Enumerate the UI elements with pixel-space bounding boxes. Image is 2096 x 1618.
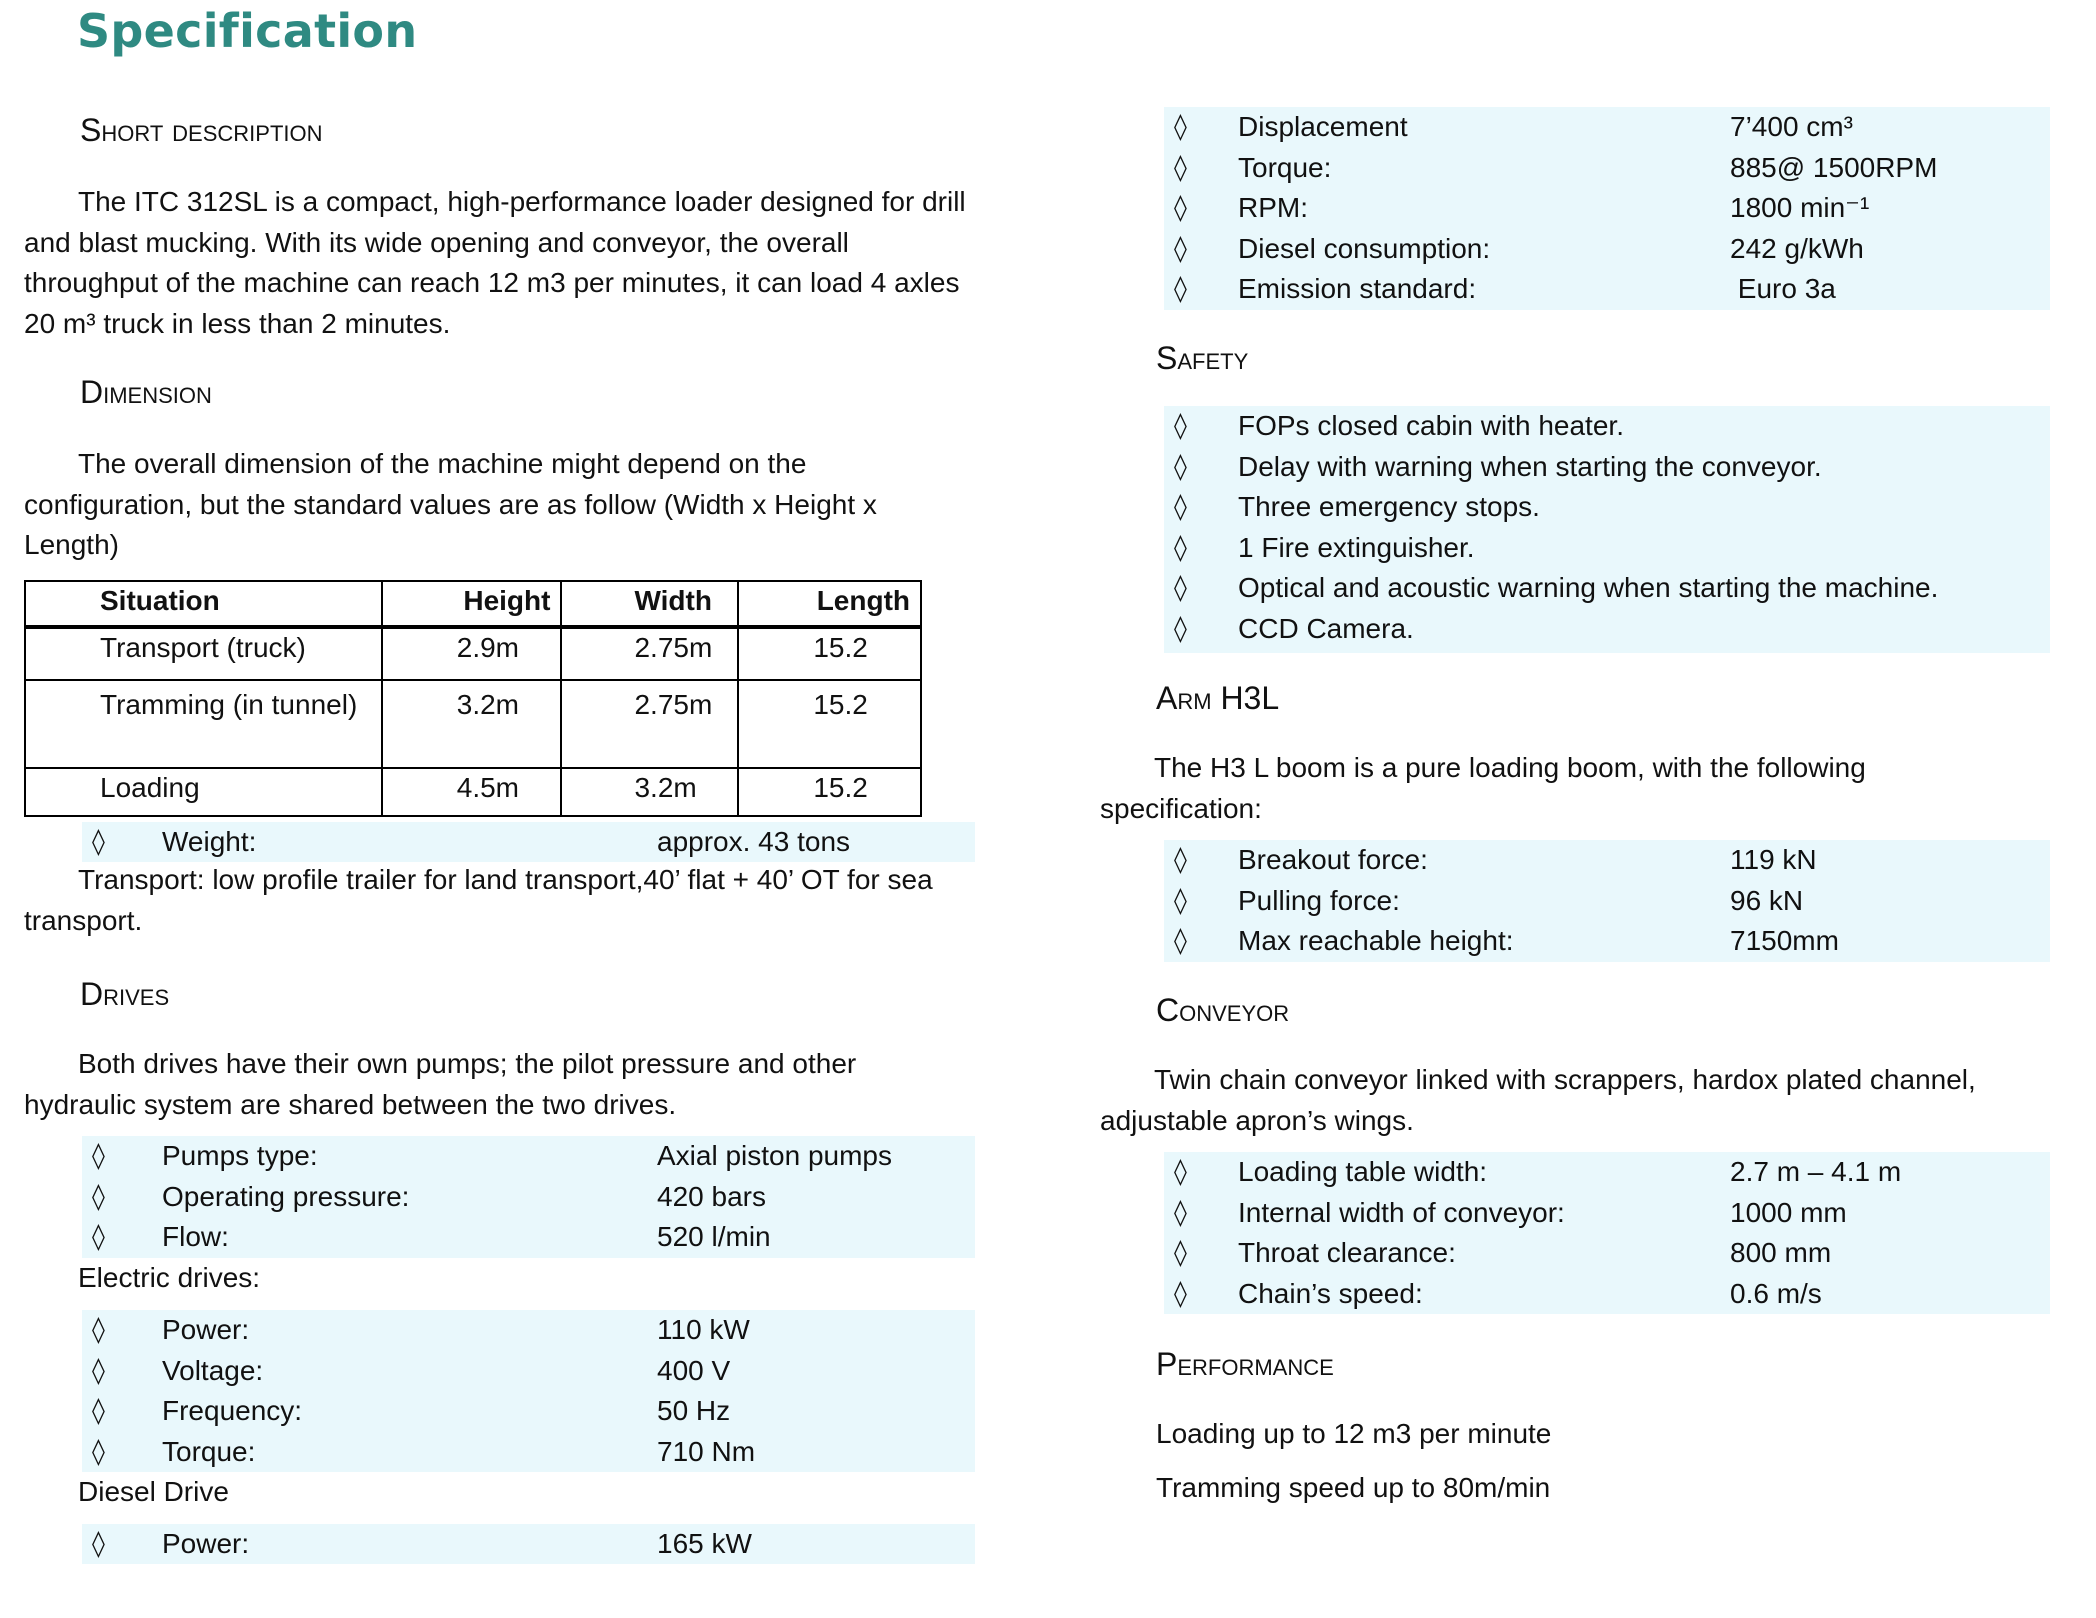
spec-row [1164, 188, 2050, 229]
table-header-length: Length [738, 581, 921, 627]
spec-label: Loading table width: [1238, 1156, 1488, 1187]
list-item [1164, 447, 2050, 488]
spec-label: Pulling force: [1238, 884, 1400, 916]
diamond-bullet-icon: ◊ [1174, 1278, 1187, 1309]
list-item [1164, 406, 2050, 447]
spec-label: Power: [162, 1314, 250, 1345]
engine-specs [1164, 107, 2050, 310]
diamond-bullet-icon: ◊ [1174, 492, 1187, 522]
diamond-bullet-icon: ◊ [1174, 573, 1187, 603]
diamond-bullet-icon: ◊ [1174, 233, 1187, 264]
spec-label: Emission standard: [1238, 273, 1477, 304]
safety-list [1164, 406, 2050, 653]
spec-value: 420 bars [657, 1180, 766, 1212]
spec-value: 96 kN [1730, 884, 1804, 916]
spec-row [1164, 107, 2050, 148]
performance-line: Tramming speed up to 80m/min [1156, 1472, 1551, 1503]
diamond-bullet-icon: ◊ [1174, 152, 1187, 183]
list-item [1164, 528, 2050, 569]
spec-value: 710 Nm [657, 1435, 756, 1467]
diamond-bullet-icon: ◊ [92, 1141, 105, 1171]
diamond-bullet-icon: ◊ [1174, 451, 1187, 482]
drives-heading: Drives [80, 976, 170, 1012]
list-item [1164, 487, 2050, 528]
table-cell-situation: Loading [25, 768, 382, 816]
short-description-heading: Short description [80, 112, 323, 148]
list-item-text: 1 Fire extinguisher. [1238, 531, 1475, 563]
spec-value: 1000 mm [1730, 1196, 1847, 1228]
diamond-bullet-icon: ◊ [1174, 193, 1187, 223]
table-cell-width: 3.2m [561, 768, 738, 816]
diamond-bullet-icon: ◊ [1174, 926, 1187, 956]
spec-label: Diesel consumption: [1238, 232, 1491, 264]
spec-value: 800 mm [1730, 1237, 1832, 1268]
spec-label: Displacement [1238, 111, 1408, 142]
spec-value: 885@ 1500RPM [1730, 151, 1938, 183]
diamond-bullet-icon: ◊ [1174, 1197, 1187, 1228]
table-cell-situation: Transport (truck) [25, 627, 382, 680]
arm-text: The H3 L boom is a pure loading boom, with the following specification: [1100, 752, 1866, 824]
table-cell-length: 15.2 [738, 627, 921, 680]
spec-value: 119 kN [1730, 844, 1817, 875]
spec-value: 7150mm [1730, 925, 1839, 956]
table-row [25, 768, 921, 816]
spec-row [1164, 881, 2050, 922]
electric-specs [82, 1310, 975, 1472]
table-cell-situation: Tramming (in tunnel) [25, 680, 382, 768]
diesel-drive-label: Diesel Drive [78, 1476, 229, 1507]
diamond-bullet-icon: ◊ [92, 1529, 105, 1559]
table-cell-length: 15.2 [738, 768, 921, 816]
spec-value: 2.7 m – 4.1 m [1730, 1156, 1902, 1187]
table-cell-height: 3.2m [382, 680, 562, 768]
spec-row [82, 1177, 975, 1218]
arm-specs [1164, 840, 2050, 962]
spec-row [82, 1310, 975, 1351]
table-cell-height: 2.9m [382, 627, 562, 680]
spec-value: 1800 min⁻¹ [1730, 192, 1870, 223]
table-cell-length: 15.2 [738, 680, 921, 768]
arm-heading: Arm H3L [1156, 680, 1280, 716]
spec-label: Throat clearance: [1238, 1237, 1456, 1268]
spec-row [82, 1217, 975, 1258]
spec-row [1164, 1152, 2050, 1193]
spec-row [82, 1524, 975, 1565]
spec-value: 242 g/kWh [1730, 232, 1864, 264]
spec-label: Frequency: [162, 1395, 303, 1426]
spec-row [1164, 269, 2050, 310]
table-header-row [25, 581, 921, 627]
spec-label: Power: [162, 1528, 250, 1559]
dimension-text: The overall dimension of the machine might depend on the configuration, but the standard values are as follow (Width x Height x Length) [24, 448, 877, 560]
spec-value: 0.6 m/s [1730, 1277, 1822, 1309]
spec-label: Torque: [162, 1435, 256, 1467]
list-item [1164, 568, 2050, 609]
spec-row [82, 1136, 975, 1177]
spec-row [82, 1391, 975, 1432]
list-item-text: Optical and acoustic warning when starting the machine. [1238, 572, 1939, 603]
list-item [1164, 609, 2050, 650]
spec-value: 400 V [657, 1354, 731, 1386]
diamond-bullet-icon: ◊ [92, 827, 105, 857]
diamond-bullet-icon: ◊ [1174, 112, 1187, 142]
spec-value: 50 Hz [657, 1395, 731, 1426]
spec-row [1164, 229, 2050, 270]
list-item-text: Three emergency stops. [1238, 491, 1540, 522]
spec-value: 165 kW [657, 1528, 752, 1559]
safety-heading: Safety [1156, 340, 1249, 376]
spec-value: 110 kW [657, 1314, 750, 1345]
table-cell-height: 4.5m [382, 768, 562, 816]
spec-label: Chain’s speed: [1238, 1277, 1423, 1309]
spec-value: 7’400 cm³ [1730, 111, 1853, 142]
dimension-table [24, 580, 922, 817]
conveyor-heading: Conveyor [1156, 992, 1290, 1028]
table-header-width: Width [561, 581, 738, 627]
table-row [25, 627, 921, 680]
table-row [25, 680, 921, 768]
list-item-text: CCD Camera. [1238, 612, 1414, 644]
table-cell-width: 2.75m [561, 627, 738, 680]
diamond-bullet-icon: ◊ [92, 1315, 105, 1345]
spec-row [1164, 840, 2050, 881]
diamond-bullet-icon: ◊ [92, 1222, 105, 1252]
spec-row [1164, 1193, 2050, 1234]
spec-label: Weight: [162, 826, 257, 857]
spec-value: approx. 43 tons [657, 826, 851, 857]
spec-row [1164, 921, 2050, 962]
diamond-bullet-icon: ◊ [1174, 1238, 1187, 1268]
diamond-bullet-icon: ◊ [92, 1181, 105, 1212]
spec-row [82, 1351, 975, 1392]
short-description-text: The ITC 312SL is a compact, high-performance loader designed for drill and blast mucking. With its wide opening and conveyor, the overall throughput of the machine can reach 12 m3 per minutes, it can load 4 axles 20 m³ truck in less than 2 minutes. [24, 186, 966, 339]
diamond-bullet-icon: ◊ [1174, 885, 1187, 916]
spec-label: Max reachable height: [1238, 925, 1514, 956]
spec-row [1164, 148, 2050, 189]
spec-value: 520 l/min [657, 1221, 771, 1252]
conveyor-text: Twin chain conveyor linked with scrappers, hardox plated channel, adjustable apron’s wings. [1100, 1064, 1976, 1136]
spec-row [1164, 1274, 2050, 1315]
table-header-situation: Situation [25, 581, 382, 627]
electric-drives-label: Electric drives: [78, 1262, 261, 1293]
list-item-text: Delay with warning when starting the conveyor. [1238, 450, 1822, 482]
page-title: Specification [77, 4, 418, 58]
diesel-specs [82, 1524, 975, 1564]
diamond-bullet-icon: ◊ [92, 1355, 105, 1386]
table-header-height: Height [382, 581, 562, 627]
spec-label: Torque: [1238, 151, 1332, 183]
drives-text: Both drives have their own pumps; the pilot pressure and other hydraulic system are shared between the two drives. [24, 1048, 857, 1120]
spec-value: Axial piston pumps [657, 1140, 893, 1171]
spec-label: Breakout force: [1238, 844, 1428, 875]
list-item-text: FOPs closed cabin with heater. [1238, 410, 1624, 441]
spec-label: Voltage: [162, 1354, 264, 1386]
diamond-bullet-icon: ◊ [92, 1436, 105, 1467]
spec-row [82, 1432, 975, 1473]
spec-label: Flow: [162, 1221, 229, 1252]
spec-value: Euro 3a [1730, 273, 1836, 304]
diamond-bullet-icon: ◊ [1174, 845, 1187, 875]
dimension-heading: Dimension [80, 374, 212, 410]
spec-label: RPM: [1238, 192, 1308, 223]
conveyor-specs [1164, 1152, 2050, 1314]
spec-row [1164, 1233, 2050, 1274]
transport-text: Transport: low profile trailer for land transport,40’ flat + 40’ OT for sea transport. [24, 864, 933, 936]
diamond-bullet-icon: ◊ [1174, 532, 1187, 563]
diamond-bullet-icon: ◊ [1174, 274, 1187, 304]
performance-heading: Performance [1156, 1346, 1334, 1382]
hydraulic-specs [82, 1136, 975, 1258]
spec-row-weight [82, 822, 975, 863]
weight-band [82, 822, 975, 862]
spec-label: Pumps type: [162, 1140, 318, 1171]
diamond-bullet-icon: ◊ [1174, 411, 1187, 441]
performance-line: Loading up to 12 m3 per minute [1156, 1418, 1552, 1449]
spec-label: Internal width of conveyor: [1238, 1196, 1565, 1228]
spec-label: Operating pressure: [162, 1180, 410, 1212]
table-cell-width: 2.75m [561, 680, 738, 768]
diamond-bullet-icon: ◊ [1174, 613, 1187, 644]
diamond-bullet-icon: ◊ [1174, 1157, 1187, 1187]
diamond-bullet-icon: ◊ [92, 1396, 105, 1426]
